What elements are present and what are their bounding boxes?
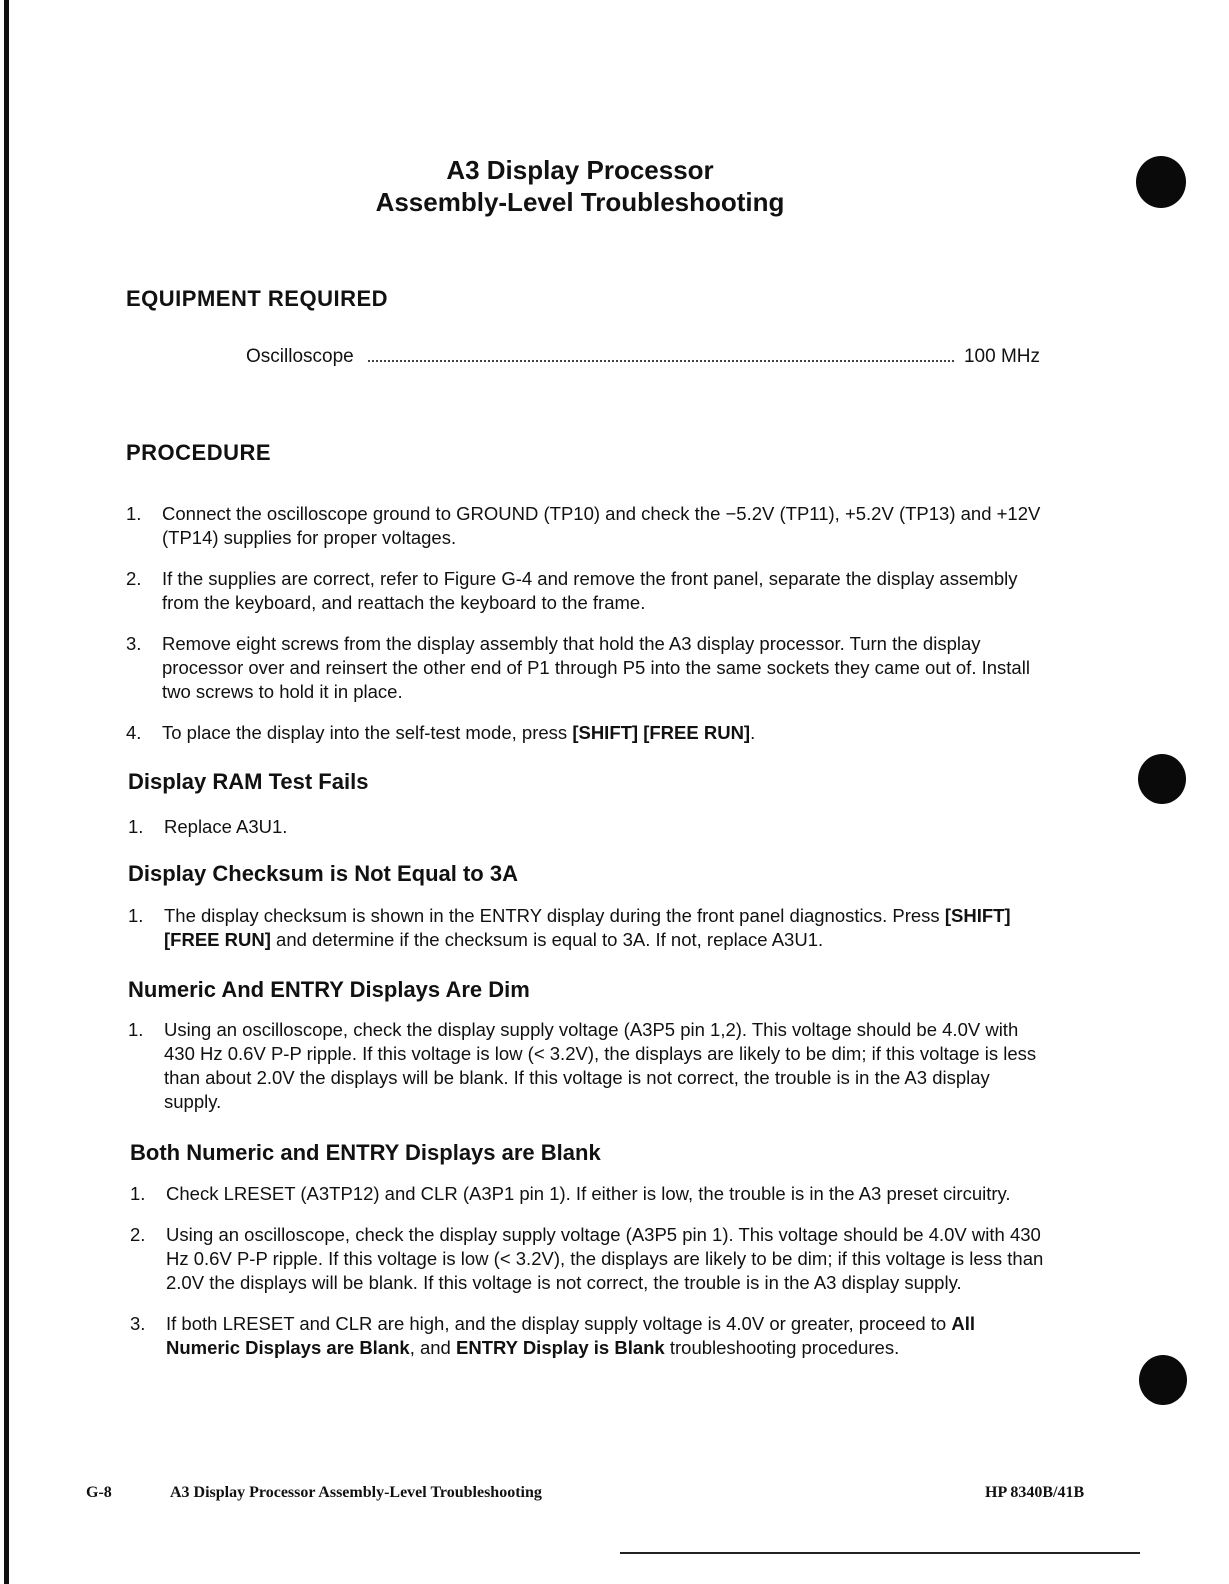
punch-hole-bottom bbox=[1139, 1355, 1187, 1405]
footer-page-number: G-8 bbox=[86, 1484, 112, 1501]
blank-heading: Both Numeric and ENTRY Displays are Blank bbox=[130, 1140, 601, 1165]
list-item: 1. Using an oscilloscope, check the display supply voltage (A3P5 pin 1,2). This voltage should be 4.0V with 430 Hz 0.6V P-P ripple. If this voltage is low (< 3.2V), the displays are likely to be dim; if this voltage is less than about 2.0V the displays will be blank. If this voltage is not correct, the trouble is in the A3 display supply. bbox=[128, 1019, 1037, 1112]
list-item: 3. If both LRESET and CLR are high, and the display supply voltage is 4.0V or greater, proceed to All Numeric Displays are Blank, and ENTRY Display is Blank troubleshooting procedures. bbox=[130, 1313, 975, 1358]
page-title bbox=[280, 154, 880, 218]
title-line-2: Assembly-Level Troubleshooting bbox=[375, 187, 785, 217]
blank-list bbox=[130, 1182, 1044, 1377]
list-item: 1. Check LRESET (A3TP12) and CLR (A3P1 pin 1). If either is low, the trouble is in the A3 preset circuitry. bbox=[130, 1183, 1011, 1204]
ram-test-heading: Display RAM Test Fails bbox=[128, 769, 369, 794]
checksum-list bbox=[128, 904, 1042, 969]
equipment-value: 100 MHz bbox=[963, 346, 1040, 367]
list-item: 1. The display checksum is shown in the ENTRY display during the front panel diagnostics. Press [SHIFT] [FREE RUN] and determine if the checksum is equal to 3A. If not, replace A3U1. bbox=[128, 905, 1011, 950]
cross-reference: ENTRY Display is Blank bbox=[456, 1337, 665, 1358]
dot-leader bbox=[368, 360, 954, 362]
equipment-item: Oscilloscope bbox=[246, 346, 354, 367]
key-sequence: [SHIFT] [FREE RUN] bbox=[572, 722, 751, 743]
procedure-list bbox=[126, 502, 1042, 762]
punch-hole-top bbox=[1136, 156, 1186, 208]
list-item: 2. If the supplies are correct, refer to Figure G-4 and remove the front panel, separate the display assembly from the keyboard, and reattach the keyboard to the frame. bbox=[126, 568, 1018, 613]
binding-edge-rule bbox=[4, 0, 9, 1584]
ram-test-list bbox=[128, 815, 1042, 856]
punch-hole-middle bbox=[1138, 754, 1186, 804]
list-item: 1. Replace A3U1. bbox=[128, 816, 288, 837]
list-item: 1. Connect the oscilloscope ground to GROUND (TP10) and check the −5.2V (TP11), +5.2V (TP13) and +12V (TP14) supplies for proper voltages. bbox=[126, 503, 1041, 548]
dim-list bbox=[128, 1018, 1044, 1131]
dim-heading: Numeric And ENTRY Displays Are Dim bbox=[128, 977, 530, 1002]
list-item: 2. Using an oscilloscope, check the display supply voltage (A3P5 pin 1). This voltage should be 4.0V with 430 Hz 0.6V P-P ripple. If this voltage is low (< 3.2V), the displays are likely to be dim; if this voltage is less than 2.0V the displays will be blank. If this voltage is not correct, the trouble is in the A3 display supply. bbox=[130, 1224, 1044, 1293]
procedure-heading: PROCEDURE bbox=[126, 440, 272, 465]
checksum-heading: Display Checksum is Not Equal to 3A bbox=[128, 861, 518, 886]
footer-section-title: A3 Display Processor Assembly-Level Troubleshooting bbox=[170, 1484, 542, 1501]
bottom-rule bbox=[620, 1552, 1140, 1554]
title-line-1: A3 Display Processor bbox=[446, 155, 714, 185]
list-item: 4. To place the display into the self-test mode, press [SHIFT] [FREE RUN]. bbox=[126, 722, 756, 743]
key-sequence: [SHIFT] [FREE RUN] bbox=[164, 905, 1011, 950]
equipment-row bbox=[246, 346, 1040, 368]
footer-model: HP 8340B/41B bbox=[985, 1484, 1085, 1501]
equipment-heading: EQUIPMENT REQUIRED bbox=[126, 286, 389, 311]
cross-reference: All Numeric Displays are Blank bbox=[166, 1313, 975, 1358]
list-item: 3. Remove eight screws from the display assembly that hold the A3 display processor. Turn the display processor over and reinsert the other end of P1 through P5 into the same sockets they came out of. Install two screws to hold it in place. bbox=[126, 633, 1030, 702]
